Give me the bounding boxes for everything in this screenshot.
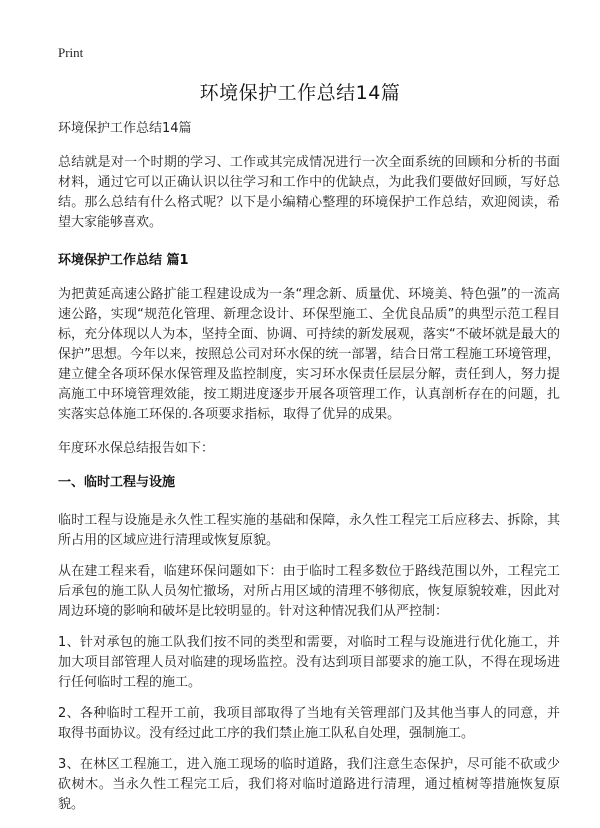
subsection-1-paragraph-1: 临时工程与设施是永久性工程实施的基础和保障，永久性工程完工后应移去、拆除，其所占用的区域应进行清理或恢复原貌。 [58, 513, 560, 548]
list-item-1: 1、针对承包的施工队我们按不同的类型和需要，对临时工程与设施进行优化施工，并加大项目部管理人员对临建的现场监控。没有达到项目部要求的施工队，不得在现场进行任何临时工程的施工。 [58, 635, 560, 690]
section-heading-1: 环境保护工作总结 篇1 [58, 253, 189, 268]
intro-paragraph: 总结就是对一个时期的学习、工作或其完成情况进行一次全面系统的回顾和分析的书面材料，通过它可以正确认识以往学习和工作中的优缺点，为此我们要做好回顾，写好总结。那么总结有什么格式呢？以下是小编精心整理的环境保护工作总结，欢迎阅读，希望大家能够喜欢。 [58, 155, 560, 230]
list-item-3: 3、在林区工程施工，进入施工现场的临时道路，我们注意生态保护，尽可能不砍或少砍树木。当永久性工程完工后，我们将对临时道路进行清理，通过植树等措施恢复原貌。 [58, 757, 560, 812]
document-title: 环境保护工作总结14篇 [199, 82, 401, 104]
section-1-body: 为把黄延高速公路扩能工程建设成为一条“理念新、质量优、环境美、特色强”的一流高速公路，实现“规范化管理、新理念设计、环保型施工、全优良品质”的典型示范工程目标，充分体现以人为本，坚持全面、协调、可持续的新发展观，落实“不破坏就是最大的保护”思想。今年以来，按照总公司对环水保的统一部署，结合日常工程施工环境管理，建立健全各项环保水保管理及监控制度，实习环水保责任层层分解，责任到人，努力提高施工中环境管理效能，按工期进度逐步开展各项管理工作，认真剖析存在的问题，扎实落实总体施工环保的.各项要求指标，取得了优异的成果。 [58, 287, 560, 422]
subsection-heading-1: 一、临时工程与设施 [58, 475, 176, 490]
document-subtitle: 环境保护工作总结14篇 [58, 121, 192, 136]
subsection-1-paragraph-2: 从在建工程来看，临建环保问题如下：由于临时工程多数位于路线范围以外，工程完工后承包的施工队人员匆忙撤场，对所占用区域的清理不够彻底，恢复原貌较难，因此对周边环境的影响和破坏是比较明显的。针对这种情况我们从严控制： [58, 564, 560, 619]
print-link[interactable]: Print [58, 45, 84, 60]
annual-report-intro: 年度环水保总结报告如下： [58, 441, 215, 456]
list-item-2: 2、各种临时工程开工前，我项目部取得了当地有关管理部门及其他当事人的同意，并取得书面协议。没有经过此工序的我们禁止施工队私自处理，强制施工。 [58, 706, 560, 741]
document-body [58, 119, 560, 815]
